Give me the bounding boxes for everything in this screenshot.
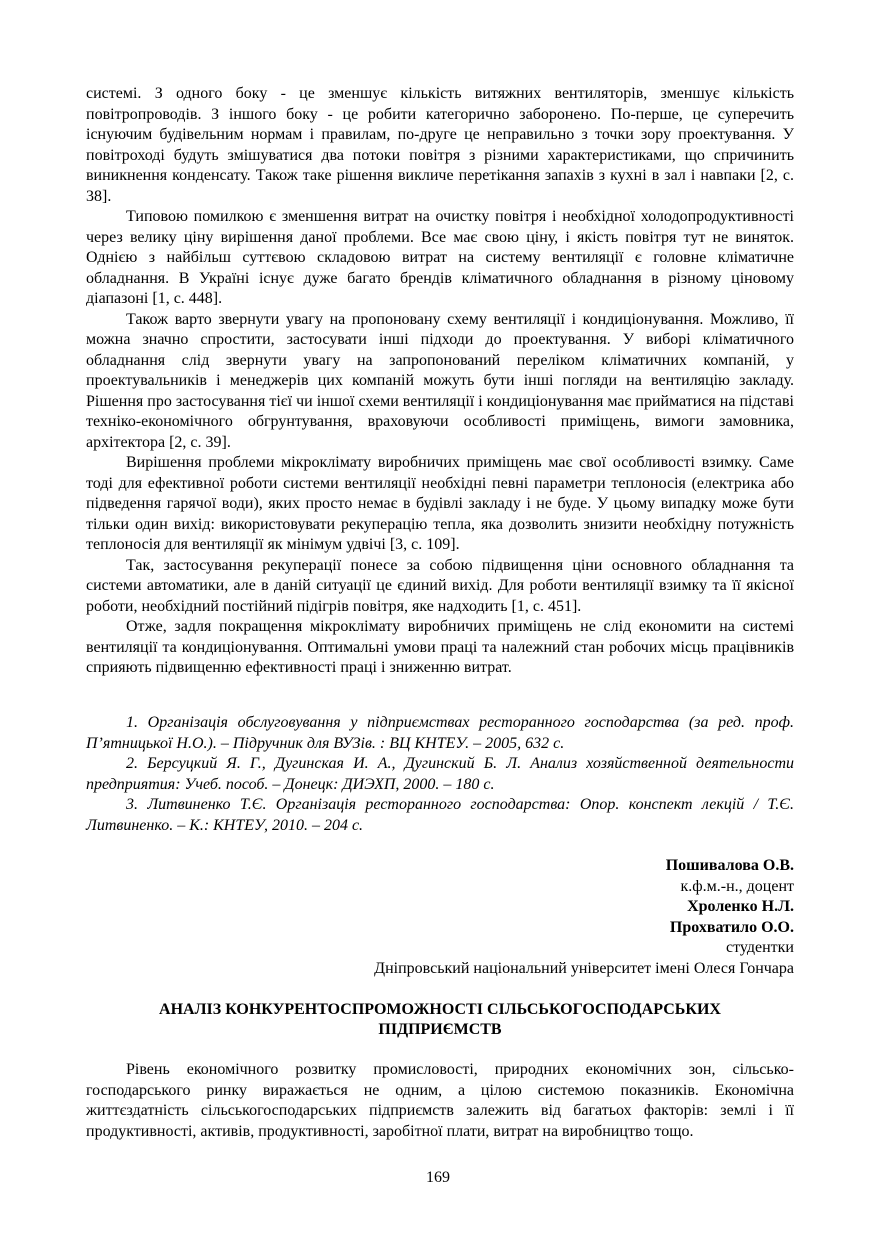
paragraph: Також варто звернути увагу на пропоновану схему вентиляції і кондиціонування. Можливо, її можна значно спростити, застосувати інші підходи до проектування. У виборі кліматичного обладнання слід звернути увагу на запропонований переліком кліматичних компаній, у проектувальників і менеджерів цих компаній можуть бути інші погляди на вентиляцію закладу. Рішення про застосування тієї чи іншої схеми вентиляції і кондиціонування має прийматися на підставі техніко-економічного обгрунтування, враховуючи особливості приміщень, вимоги замовника, архітектора [2, с. 39]. — [86, 310, 794, 451]
reference-list — [86, 713, 794, 836]
author-name: Пошивалова О.В. — [665, 857, 794, 874]
article-continuation — [86, 84, 794, 679]
reference-item: 1. Організація обслуговування у підприємствах ресторанного господарства (за ред. проф. П’ятницької Н.О.). – Підручник для ВУЗів. : ВЦ КНТЕУ. – 2005, 632 с. — [86, 714, 794, 752]
author-name: Хроленко Н.Л. — [687, 898, 794, 915]
paragraph: Типовою помилкою є зменшення витрат на очистку повітря і необхідної холодопродуктивності через велику ціну вирішення даної проблеми. Все має свою ціну, і якість повітря тут не виняток. Однією з найбільш суттєвою складовою витрат на систему вентиляції є головне кліматичне обладнання. В Україні існує дуже багато брендів кліматичного обладнання в різному ціновому діапазоні [1, с. 448]. — [86, 208, 794, 307]
reference-item: 3. Литвиненко Т.Є. Організація ресторанного господарства: Опор. конспект лекцій / Т.Є. Литвиненко. – К.: КНТЕУ, 2010. – 204 с. — [86, 796, 794, 834]
author-name: Прохватило О.О. — [669, 918, 794, 936]
author-title: студентки — [725, 939, 794, 956]
author-affiliation: Дніпровський національний університет імені Олеся Гончара — [374, 959, 794, 977]
reference-item: 2. Берсуцкий Я. Г., Дугинская И. А., Дугинский Б. Л. Анализ хозяйственной деятельности предприятия: Учеб. пособ. – Донецк: ДИЭХП, 2000. – 180 с. — [86, 755, 794, 793]
author-title: к.ф.м.-н., доцент — [680, 877, 794, 895]
article-title-line: АНАЛІЗ КОНКУРЕНТОСПРОМОЖНОСТІ СІЛЬСЬКОГОСПОДАРСЬКИХ — [159, 1001, 721, 1018]
article-title — [86, 1000, 794, 1040]
paragraph: Рівень економічного розвитку промисловості, природних економічних зон, сільсько-господарського ринку виражається не одним, а цілою системою показників. Економічна життєздатність сільськогосподарських підприємств залежить від багатьох факторів: землі і її продуктивності, активів, продуктивності, заробітної плати, витрат на виробництво тощо. — [86, 1061, 794, 1140]
paragraph: Так, застосування рекуперації понесе за собою підвищення ціни основного обладнання та системи автоматики, але в даній ситуації це єдиний вихід. Для роботи вентиляції взимку та її якісної роботи, необхідний постійний підігрів повітря, яке надходить [1, с. 451]. — [86, 556, 794, 615]
paragraph: системі. З одного боку - це зменшує кількість витяжних вентиляторів, зменшує кількість повітропроводів. З іншого боку - це робити категорично заборонено. По-перше, це суперечить існуючим будівельним нормам і правилам, по-друге це неправильно з точки зору проектування. У повітроході будуть змішуватися два потоки повітря з різними характеристиками, що спричинить виникнення конденсату. Також таке рішення викличе перетікання запахів з кухні в зал і навпаки [2, с. 38]. — [86, 85, 794, 205]
paragraph: Отже, задля покращення мікроклімату виробничих приміщень не слід економити на системі вентиляції та кондиціонування. Оптимальні умови праці та належний стан робочих місць працівників сприяють підвищенню ефективності праці і зниженню витрат. — [86, 618, 794, 676]
paragraph: Вирішення проблеми мікроклімату виробничих приміщень має свої особливості взимку. Саме тоді для ефективної роботи системи вентиляції необхідні певні параметри теплоносія (електрика або підведення гарячої води), яких просто немає в будівлі закладу і не буде. У цьому випадку може бути тільки один вихід: використовувати рекуперацію тепла, яка дозволить знизити необхідну потужність теплоносія для вентиляції як мінімум удвічі [3, с. 109]. — [86, 454, 794, 553]
author-block — [374, 856, 794, 979]
article-title-line: ПІДПРИЄМСТВ — [378, 1021, 502, 1038]
page-number: 169 — [426, 1169, 450, 1186]
article-intro — [86, 1060, 794, 1142]
